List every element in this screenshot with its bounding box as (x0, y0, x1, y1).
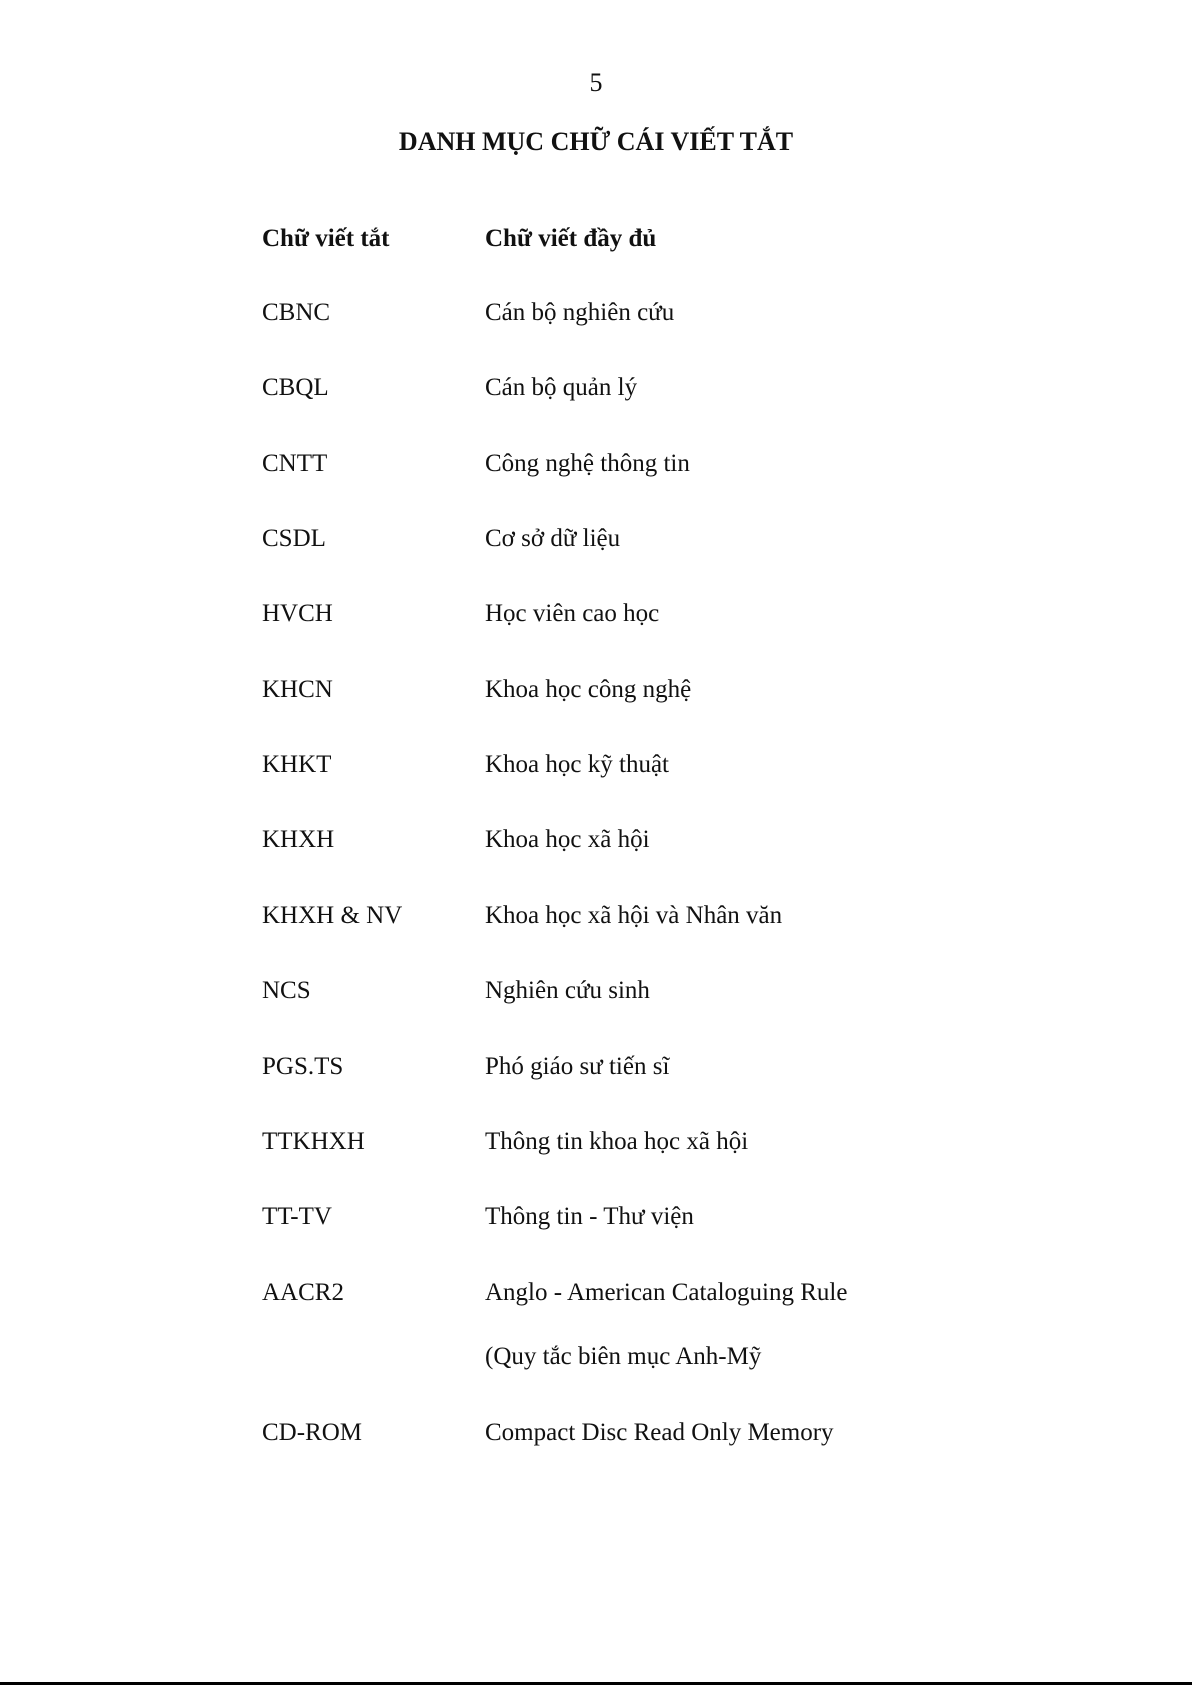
full-text-cell: Anglo - American Cataloguing Rule (485, 1279, 848, 1306)
table-row (262, 899, 982, 933)
table-header-row (262, 222, 982, 256)
table-row (262, 1340, 982, 1374)
abbreviation-cell: CBQL (262, 374, 329, 401)
full-text-cell: Công nghệ thông tin (485, 450, 690, 477)
abbreviation-cell: CNTT (262, 450, 328, 477)
header-full-text: Chữ viết đầy đủ (485, 225, 657, 252)
full-text-cell: Thông tin khoa học xã hội (485, 1128, 749, 1155)
abbreviation-cell: KHKT (262, 751, 332, 778)
table-row (262, 1125, 982, 1159)
table-row (262, 597, 982, 631)
abbreviation-cell: AACR2 (262, 1279, 344, 1306)
full-text-cell: Khoa học xã hội và Nhân văn (485, 902, 783, 929)
table-row (262, 748, 982, 782)
table-row (262, 823, 982, 857)
abbreviation-cell: HVCH (262, 600, 333, 627)
table-row (262, 974, 982, 1008)
full-text-cell: Compact Disc Read Only Memory (485, 1419, 834, 1446)
full-text-cell: Khoa học xã hội (485, 826, 650, 853)
full-text-cell: Khoa học kỹ thuật (485, 751, 669, 778)
header-abbreviation: Chữ viết tắt (262, 225, 390, 252)
full-text-cell: Học viên cao học (485, 600, 660, 627)
table-row (262, 1050, 982, 1084)
page-title: DANH MỤC CHỮ CÁI VIẾT TẮT (398, 127, 794, 156)
abbreviation-cell: KHXH & NV (262, 902, 403, 929)
table-row (262, 522, 982, 556)
abbreviation-cell: TT-TV (262, 1203, 332, 1230)
full-text-cell: Cán bộ quản lý (485, 374, 638, 401)
abbreviation-cell: CBNC (262, 299, 331, 326)
full-text-cell: Phó giáo sư tiến sĩ (485, 1053, 670, 1080)
page-number: 5 (589, 68, 603, 97)
abbreviation-cell: PGS.TS (262, 1053, 344, 1080)
abbreviation-cell: NCS (262, 977, 311, 1004)
table-row (262, 1416, 982, 1450)
table-row (262, 1200, 982, 1234)
table-row (262, 296, 982, 330)
abbreviation-cell: KHXH (262, 826, 335, 853)
full-text-cell: Thông tin - Thư viện (485, 1203, 694, 1230)
full-text-cell: Nghiên cứu sinh (485, 977, 650, 1004)
abbreviation-cell: CSDL (262, 525, 326, 552)
abbreviation-cell: KHCN (262, 676, 333, 703)
abbreviation-cell: CD-ROM (262, 1419, 363, 1446)
full-text-cell: (Quy tắc biên mục Anh-Mỹ (485, 1343, 762, 1370)
full-text-cell: Cơ sở dữ liệu (485, 525, 621, 552)
abbreviation-cell: TTKHXH (262, 1128, 365, 1155)
full-text-cell: Cán bộ nghiên cứu (485, 299, 675, 326)
table-row (262, 673, 982, 707)
table-row (262, 1276, 982, 1310)
table-row (262, 447, 982, 481)
full-text-cell: Khoa học công nghệ (485, 676, 692, 703)
table-row (262, 371, 982, 405)
